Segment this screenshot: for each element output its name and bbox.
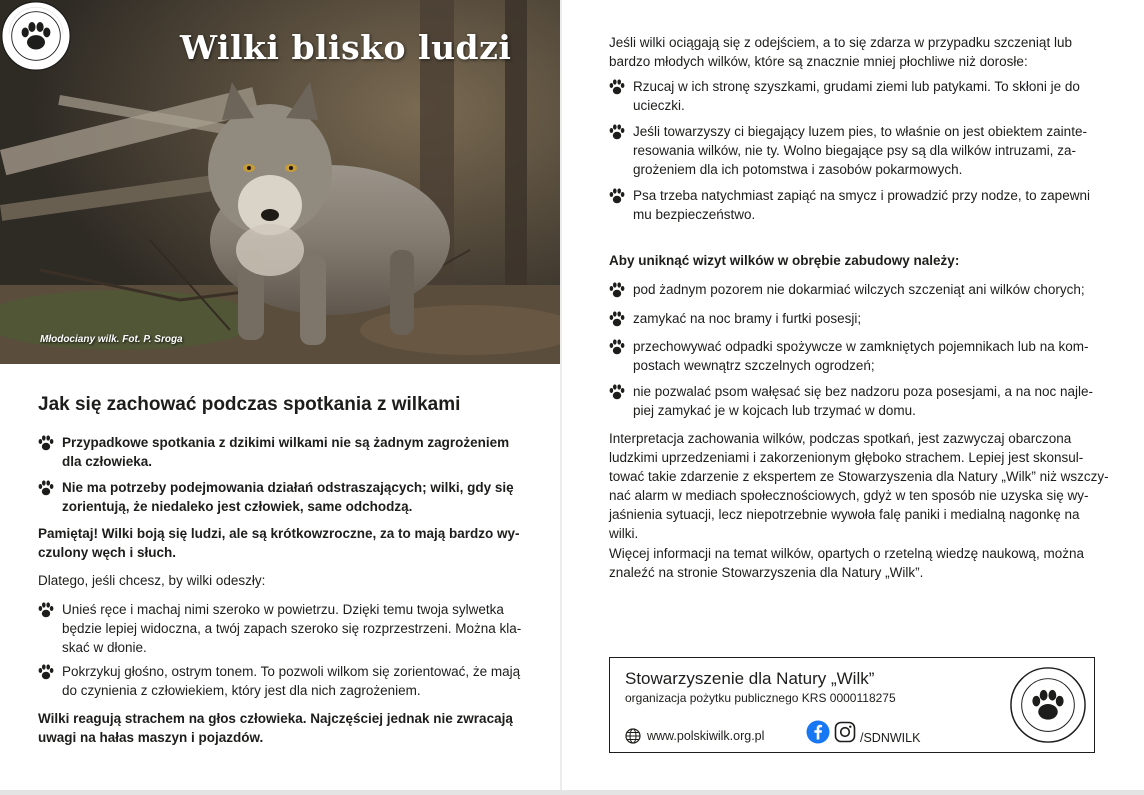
more-info-paragraph (609, 544, 1119, 582)
text-line: mu bezpieczeństwo. (633, 207, 756, 222)
list-item (609, 122, 1109, 179)
text-line: Rzucaj w ich stronę szyszkami, grudami ziemi lub patykami. To skłoni je do (633, 79, 1080, 94)
text-line: Nie ma potrzeby podejmowania działań odstraszających; wilki, gdy się (62, 480, 514, 495)
text-line: Jeśli towarzyszy ci biegający luzem pies, to właśnie on jest obiektem zainte- (633, 124, 1087, 139)
wolf-paw-icon (38, 663, 54, 681)
text-line: do czynienia z człowiekiem, który jest dla nich zagrożeniem. (62, 683, 421, 698)
left-page (0, 0, 562, 795)
wolf-paw-icon (38, 601, 54, 619)
wolf-paw-icon (609, 187, 625, 205)
text-line: postach wewnątrz szczelnych ogrodzeń; (633, 358, 875, 373)
stowarzyszenie-wilk-logo (0, 0, 72, 72)
contact-box (609, 657, 1095, 753)
text-line: skać w dłonie. (62, 640, 147, 655)
text-line: Pamiętaj! Wilki boją się ludzi, ale są krótkowzroczne, za to mają bardzo wy- (38, 526, 520, 541)
list-item (38, 662, 538, 700)
text-line: resowania wilków, nie ty. Wolno biegające psy są dla wilków intruzami, za- (633, 143, 1076, 158)
text-line: grożeniem dla ich potomstwa i zasobów pokarmowych. (633, 162, 963, 177)
closing-paragraph (38, 709, 538, 747)
text-line: Pokrzykuj głośno, ostrym tonem. To pozwoli wilkom się zorientować, że mają (62, 664, 521, 679)
text-line: nie pozwalać psom wałęsać się bez nadzoru poza posesjami, a na noc najle- (633, 384, 1094, 399)
social-links (806, 719, 920, 745)
text-line: Przypadkowe spotkania z dzikimi wilkami nie są żadnym zagrożeniem (62, 435, 510, 450)
wolf-paw-icon (609, 310, 625, 328)
text-line: Więcej informacji na temat wilków, opartych o rzetelną wiedzę naukową, można (609, 546, 1084, 561)
page-bottom-edge (0, 790, 1144, 795)
section-heading: Jak się zachować podczas spotkania z wilkami (38, 394, 461, 415)
text-line: dla człowieka. (62, 454, 153, 469)
text-line: Unieś ręce i machaj nimi szeroko w powietrzu. Dzięki temu twoja sylwetka (62, 602, 504, 617)
facebook-icon[interactable] (806, 720, 830, 744)
text-line: tować takie zdarzenie z ekspertem ze Stowarzyszenia dla Natury „Wilk” niż wszczy- (609, 469, 1109, 484)
wolf-photo (0, 0, 562, 364)
text-line: uwagi na hałas maszyn i pojazdów. (38, 730, 264, 745)
instagram-icon[interactable] (834, 721, 856, 743)
intro-paragraph (609, 33, 1109, 71)
wolf-paw-icon (38, 479, 54, 497)
wolf-paw-icon (609, 281, 625, 299)
text-line: bardzo młodych wilków, które są znacznie mniej płochliwe niż dorosłe: (609, 54, 1028, 69)
remember-paragraph (38, 524, 538, 562)
text-line: Interpretacja zachowania wilków, podczas spotkań, jest zazwyczaj obarczona (609, 431, 1072, 446)
text-line: ludzkimi uprzedzeniami i zakorzenionym głęboko strachem. Lepiej jest skonsul- (609, 450, 1084, 465)
text-line: zamykać na noc bramy i furtki posesji; (633, 311, 862, 326)
text-line: znaleźć na stronie Stowarzyszenia dla Natury „Wilk”. (609, 565, 924, 580)
section-heading: Aby uniknąć wizyt wilków w obrębie zabudowy należy: (609, 253, 960, 268)
org-subtitle: organizacja pożytku publicznego KRS 0000118275 (625, 691, 896, 705)
text-line: przechowywać odpadki spożywcze w zamkniętych pojemnikach lub na kom- (633, 339, 1089, 354)
wolf-paw-icon (38, 434, 54, 452)
text-line: nać alarm w mediach społecznościowych, gdyż w ten sposób nie uzyska się wy- (609, 488, 1089, 503)
text-line: Wilki reagują strachem na głos człowieka. Najczęściej jednak nie zwracają (38, 711, 513, 726)
stowarzyszenie-wilk-logo (1009, 666, 1087, 744)
interpretation-paragraph (609, 429, 1119, 543)
list-item (609, 77, 1109, 115)
globe-icon (625, 728, 641, 744)
text-line: będzie lepiej widoczna, a twój zapach szeroko się rozprzestrzeni. Można kla- (62, 621, 522, 636)
text-line: wilki. (609, 526, 639, 541)
website-url[interactable]: www.polskiwilk.org.pl (647, 729, 765, 743)
list-item (38, 478, 528, 516)
text-line: zorientują, że niedaleko jest człowiek, same odchodzą. (62, 499, 413, 514)
wolf-paw-icon (609, 78, 625, 96)
text-line: Psa trzeba natychmiast zapiąć na smycz i prowadzić przy nodze, to zapewni (633, 188, 1090, 203)
website-link[interactable] (625, 728, 764, 744)
list-item (609, 309, 1109, 328)
text-line: ucieczki. (633, 98, 685, 113)
list-item (609, 280, 1109, 299)
page-title: Wilki blisko ludzi (180, 28, 512, 67)
text-line: piej zamykać je w kojcach lub trzymać w domu. (633, 403, 916, 418)
list-item (609, 337, 1109, 375)
text-line: czulony węch i słuch. (38, 545, 177, 560)
wolf-paw-icon (609, 338, 625, 356)
list-item (609, 382, 1109, 420)
wolf-paw-icon (609, 383, 625, 401)
wolf-paw-icon (609, 123, 625, 141)
list-item (38, 600, 538, 657)
text-line: Jeśli wilki ociągają się z odejściem, a to się zdarza w przypadku szczeniąt lub (609, 35, 1072, 50)
intro-paragraph: Dlatego, jeśli chcesz, by wilki odeszły: (38, 573, 266, 588)
social-handle[interactable]: /SDNWILK (860, 731, 921, 745)
org-name: Stowarzyszenie dla Natury „Wilk” (625, 669, 875, 688)
photo-caption: Młodociany wilk. Fot. P. Sroga (40, 334, 183, 345)
text-line: pod żadnym pozorem nie dokarmiać wilczych szczeniąt ani wilków chorych; (633, 282, 1085, 297)
text-line: jaśnienia sytuacji, lecz niepotrzebnie wywoła falę paniki i medialną nagonkę na (609, 507, 1080, 522)
list-item (38, 433, 528, 471)
list-item (609, 186, 1109, 224)
